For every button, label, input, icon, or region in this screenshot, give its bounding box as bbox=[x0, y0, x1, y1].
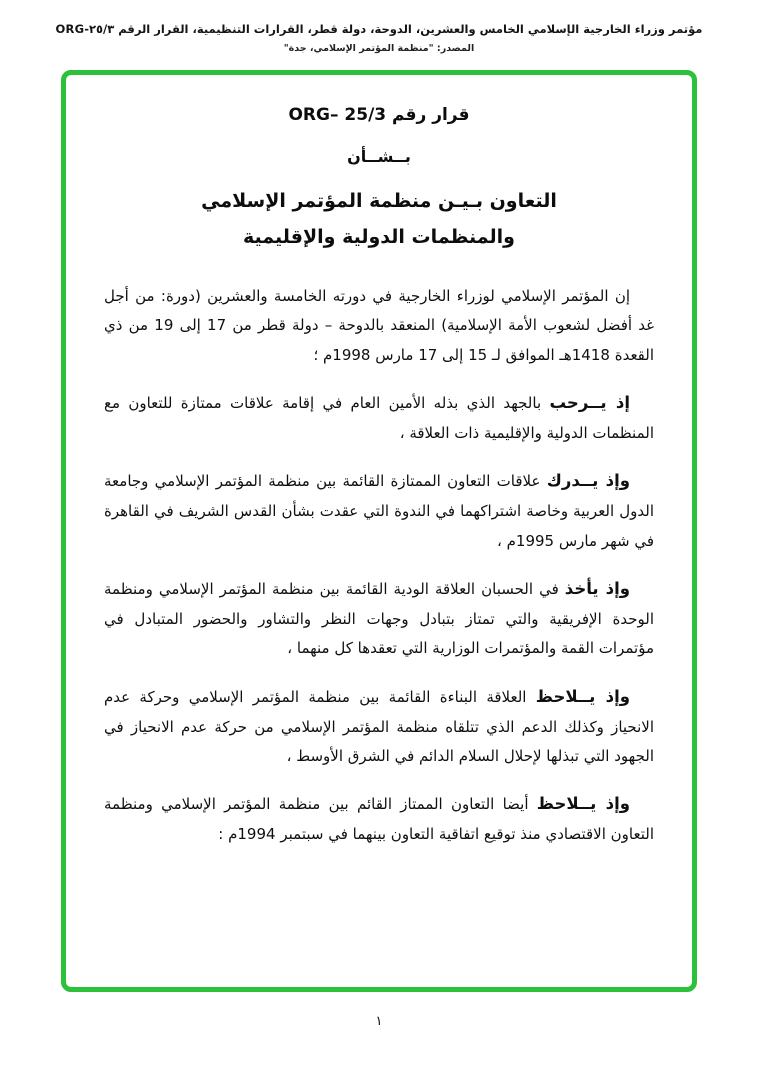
paragraph-text: العلاقة البناءة القائمة بين منظمة المؤتمر الإسلامي وحركة عدم الانحياز وكذلك الدعم الذي تتلقاه منظمة المؤتمر الإسلامي من حركة عدم الانحياز في الجهود التي تبذلها لإحلال السلام الدائم في الشرق الأوسط ، bbox=[104, 687, 654, 765]
clause-lead-word: وإذ يــلاحظ bbox=[536, 794, 630, 814]
resolution-subject-line1: التعاون بـيـن منظمة المؤتمر الإسلامي bbox=[201, 190, 557, 212]
page-footer bbox=[0, 1010, 758, 1029]
resolution-title-block bbox=[104, 105, 654, 248]
preamble-paragraph bbox=[104, 282, 654, 370]
clause-lead-word: وإذ يــلاحظ bbox=[535, 686, 631, 706]
header-source-line: مؤتمر وزراء الخارجية الإسلامي الخامس والعشرين، الدوحة، دولة قطر، القرارات التنظيمية، القرار الرقم ٢٥/٣-ORG bbox=[55, 22, 703, 36]
page-number: ١ bbox=[375, 1014, 383, 1029]
clause-paragraph bbox=[104, 387, 654, 448]
clause-paragraph bbox=[104, 465, 654, 556]
resolution-regarding-label: بــشــأن bbox=[347, 147, 411, 166]
header-publisher-line: المصدر: "منظمة المؤتمر الإسلامي، جدة" bbox=[283, 43, 475, 54]
resolution-number-title: قرار رقم 25/3 –ORG bbox=[288, 105, 470, 125]
clause-paragraph bbox=[104, 681, 654, 772]
paragraph-text: إن المؤتمر الإسلامي لوزراء الخارجية في دورته الخامسة والعشرين (دورة: من أجل غد أفضل لشعوب الأمة الإسلامية) المنعقد بالدوحة – دولة قطر من 17 إلى 19 من ذي القعدة 1418هـ الموافق لـ 15 إلى 17 مارس 1998م ؛ bbox=[104, 287, 654, 364]
paragraph-text: بالجهد الذي بذله الأمين العام في إقامة علاقات ممتازة للتعاون مع المنظمات الدولية والإقليمية ذات العلاقة ، bbox=[104, 393, 654, 442]
document-header bbox=[0, 0, 758, 54]
green-border-frame bbox=[61, 70, 697, 992]
clause-paragraph bbox=[104, 788, 654, 849]
clause-lead-word: إذ يــرحب bbox=[549, 392, 630, 412]
resolution-subject-line2: والمنظمات الدولية والإقليمية bbox=[243, 226, 515, 248]
clause-lead-word: وإذ يــدرك bbox=[546, 471, 630, 491]
clause-paragraph bbox=[104, 573, 654, 664]
paragraph-text: علاقات التعاون الممتازة القائمة بين منظمة المؤتمر الإسلامي وجامعة الدول العربية وخاصة اشتراكهما في الندوة التي عقدت بشأن القدس الشريف في القاهرة في شهر مارس 1995م ، bbox=[104, 472, 654, 550]
paragraph-text: أيضا التعاون الممتاز القائم بين منظمة المؤتمر الإسلامي ومنظمة التعاون الاقتصادي منذ توقيع اتفاقية التعاون بينهما في سبتمبر 1994م : bbox=[104, 795, 654, 844]
clause-lead-word: وإذ يأخذ bbox=[564, 578, 630, 598]
paragraph-text: في الحسبان العلاقة الودية القائمة بين منظمة المؤتمر الإسلامي ومنظمة الوحدة الإفريقية والتي تمتاز بتبادل وجهات النظر والتشاور والحضور المتبادل في مؤتمرات القمة والمؤتمرات الوزارية التي تعقدها كل منهما ، bbox=[104, 579, 654, 658]
resolution-body bbox=[104, 282, 654, 850]
